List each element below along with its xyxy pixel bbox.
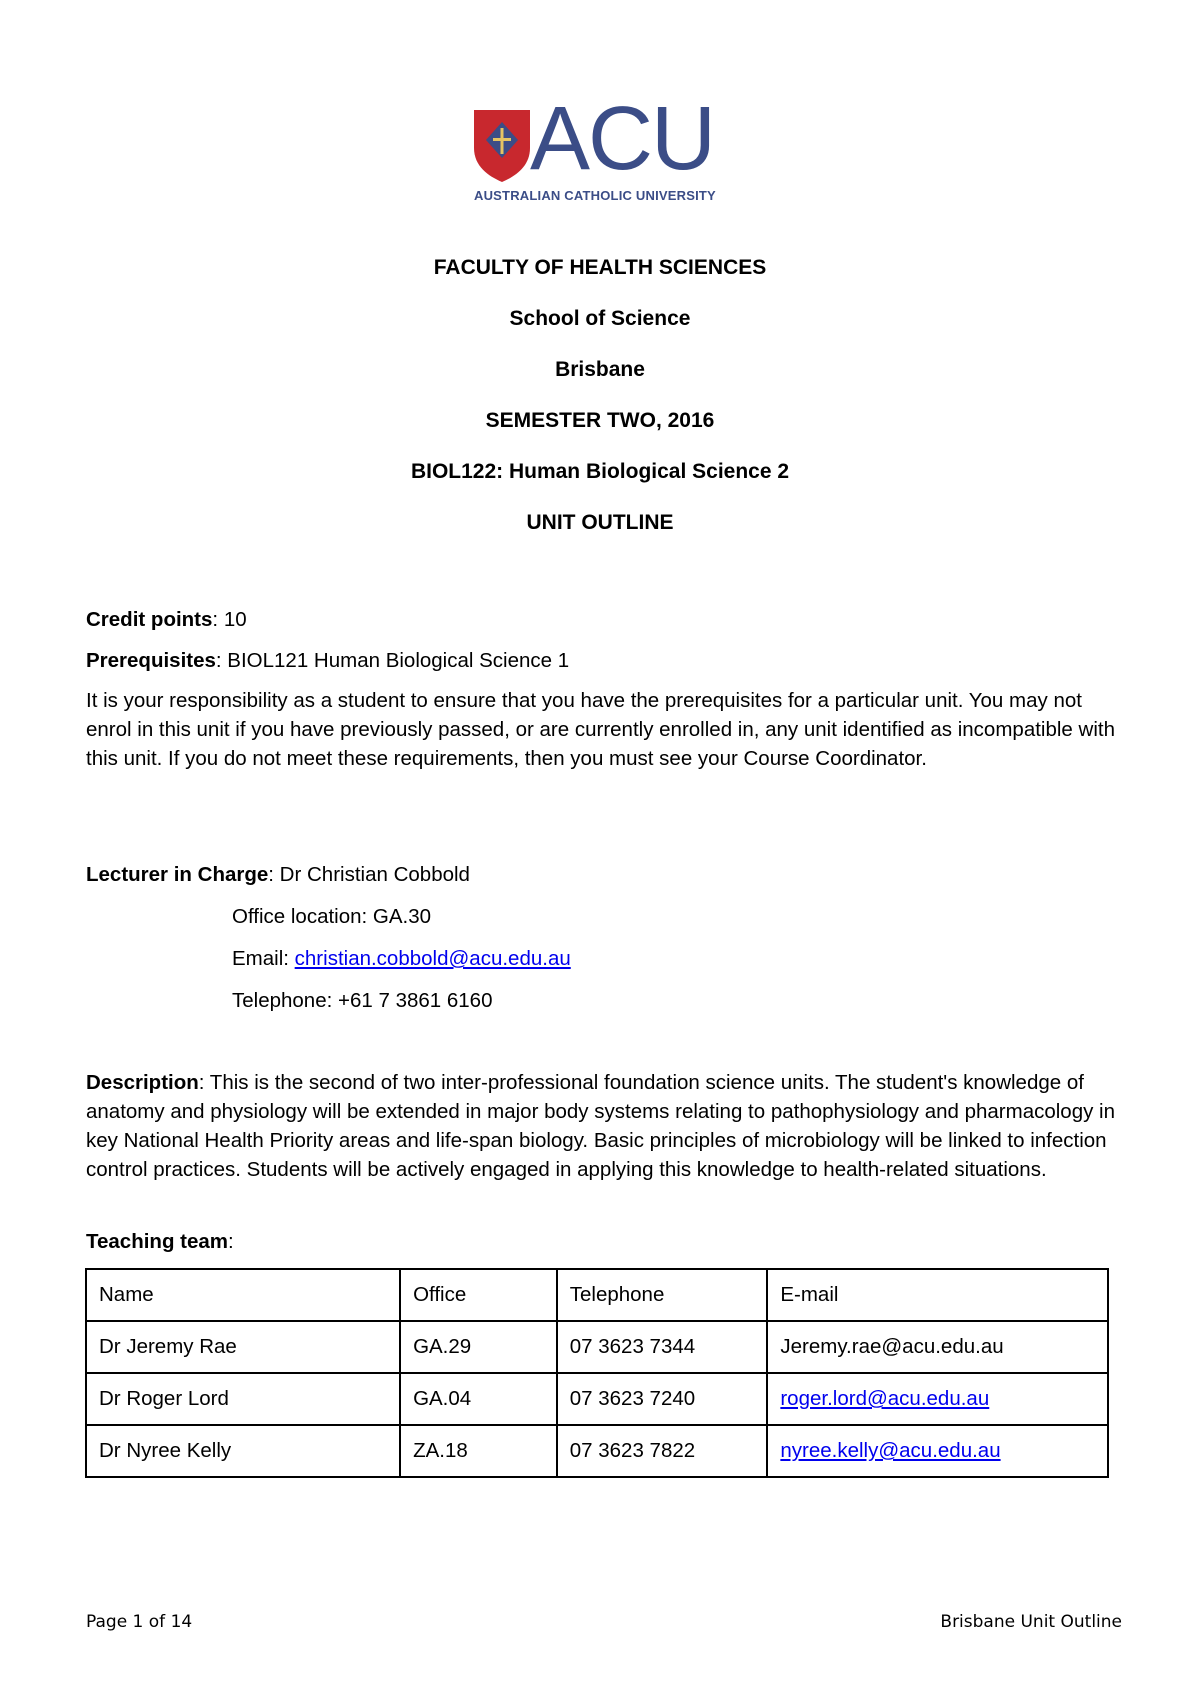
- cell-telephone: 07 3623 7344: [557, 1321, 768, 1373]
- teaching-team-heading: [86, 1227, 234, 1256]
- crest-icon: [472, 108, 532, 184]
- credit-points-value: : 10: [212, 608, 247, 631]
- lecturer-email-label: Email:: [232, 947, 295, 970]
- header-name: Name: [86, 1269, 400, 1321]
- semester-heading: SEMESTER TWO, 2016: [485, 409, 715, 432]
- lecturer-email-link[interactable]: christian.cobbold@acu.edu.au: [294, 947, 571, 970]
- email-link[interactable]: nyree.kelly@acu.edu.au: [780, 1439, 1001, 1462]
- header-telephone: Telephone: [557, 1269, 768, 1321]
- table-row: [86, 1373, 1108, 1425]
- description-label: Description: [86, 1071, 199, 1094]
- prerequisites-value: : BIOL121 Human Biological Science 1: [215, 649, 570, 672]
- lecturer-office: Office location: GA.30: [232, 905, 432, 928]
- cell-office: GA.04: [400, 1373, 557, 1425]
- cell-email: [767, 1373, 1108, 1425]
- acu-logo: [472, 89, 742, 208]
- description-text: : This is the second of two inter-professional foundation science units. The student's knowledge of anatomy and physiology will be extended in major body systems relating to pathophysiology and pharmacology in key National Health Priority areas and life-span biology. Basic principles of microbiology will be linked to infection control practices. Students will be actively engaged in applying this knowledge to health-related situations.: [86, 1071, 1116, 1181]
- doc-type-heading: UNIT OUTLINE: [526, 511, 674, 534]
- teaching-team-label: Teaching team: [86, 1230, 229, 1253]
- header-office: Office: [400, 1269, 557, 1321]
- lecturer-name: : Dr Christian Cobbold: [268, 863, 470, 886]
- credit-points: [86, 605, 247, 634]
- school-heading: School of Science: [509, 307, 691, 330]
- table-row: [86, 1425, 1108, 1477]
- description-paragraph: [86, 1068, 1126, 1184]
- unit-heading: BIOL122: Human Biological Science 2: [410, 460, 790, 483]
- table-header-row: [86, 1269, 1108, 1321]
- lecturer-phone: Telephone: +61 7 3861 6160: [232, 989, 493, 1012]
- cell-telephone: 07 3623 7822: [557, 1425, 768, 1477]
- teaching-team-table: [85, 1268, 1109, 1478]
- cell-telephone: 07 3623 7240: [557, 1373, 768, 1425]
- campus-heading: Brisbane: [555, 358, 645, 381]
- email-link[interactable]: roger.lord@acu.edu.au: [780, 1387, 990, 1410]
- cell-email: [767, 1425, 1108, 1477]
- table-row: [86, 1321, 1108, 1373]
- footer-title: Brisbane Unit Outline: [940, 1612, 1122, 1632]
- cell-name: Dr Roger Lord: [86, 1373, 400, 1425]
- logo-wordmark: ACU: [530, 89, 715, 189]
- lecturer-in-charge: [86, 860, 470, 889]
- teaching-team-colon: :: [228, 1230, 234, 1253]
- footer-page-number: Page 1 of 14: [86, 1612, 193, 1632]
- prerequisites-label: Prerequisites: [86, 649, 216, 672]
- lecturer-label: Lecturer in Charge: [86, 863, 269, 886]
- prerequisites: [86, 646, 569, 675]
- responsibility-paragraph: It is your responsibility as a student to ensure that you have the prerequisites for a particular unit. You may not enrol in this unit if you have previously passed, or are currently enrolled in, any unit identified as incompatible with this unit. If you do not meet these requirements, then you must see your Course Coordinator.: [86, 689, 1115, 770]
- credit-points-label: Credit points: [86, 608, 213, 631]
- lecturer-email-line: [232, 944, 571, 973]
- cell-office: GA.29: [400, 1321, 557, 1373]
- cell-name: Dr Nyree Kelly: [86, 1425, 400, 1477]
- cell-name: Dr Jeremy Rae: [86, 1321, 400, 1373]
- cell-email: Jeremy.rae@acu.edu.au: [767, 1321, 1108, 1373]
- cell-office: ZA.18: [400, 1425, 557, 1477]
- faculty-heading: FACULTY OF HEALTH SCIENCES: [433, 256, 767, 279]
- logo-university-name: AUSTRALIAN CATHOLIC UNIVERSITY: [474, 188, 716, 203]
- header-email: E-mail: [767, 1269, 1108, 1321]
